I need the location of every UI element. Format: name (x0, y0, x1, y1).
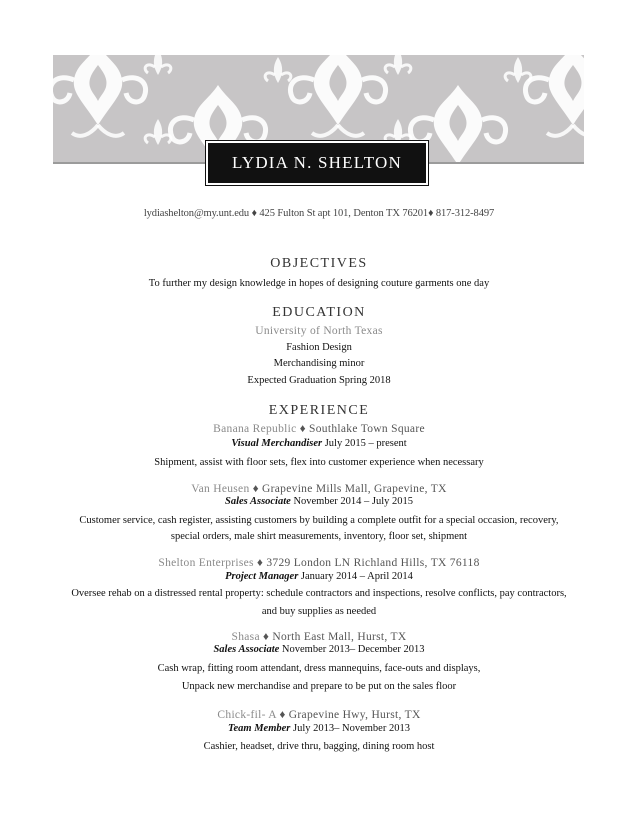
job-duty: and buy supplies as needed (261, 606, 377, 617)
job-role (0, 723, 638, 734)
job-location: ♦ Grapevine Mills Mall, Grapevine, TX (252, 483, 447, 495)
job-company: Shasa (231, 631, 260, 643)
job-role (0, 571, 638, 582)
job-employer (0, 423, 638, 435)
job-role (0, 438, 638, 449)
education-line: Fashion Design (286, 342, 352, 353)
job-employer (0, 483, 638, 495)
education-line: Merchandising minor (273, 358, 365, 369)
contact-line: lydiashelton@my.unt.edu ♦ 425 Fulton St apt 101, Denton TX 76201♦ 817-312-8497 (143, 208, 495, 219)
job-role (0, 496, 638, 507)
job-duty: Cash wrap, fitting room attendant, dress mannequins, face-outs and displays, (157, 663, 481, 674)
job-dates: November 2014 – July 2015 (293, 496, 414, 507)
job-location: ♦ Grapevine Hwy, Hurst, TX (279, 709, 421, 721)
job-duty: special orders, male shirt measurements, inventory, floor set, shipment (170, 531, 468, 542)
job-employer (0, 709, 638, 721)
education-title: EDUCATION (272, 305, 366, 320)
job-title: Project Manager (225, 571, 299, 582)
job-duty: Shipment, assist with floor sets, flex into customer experience when necessary (154, 457, 484, 468)
objectives-title: OBJECTIVES (270, 256, 368, 271)
name-plate (206, 141, 428, 185)
job-company: Van Heusen (191, 483, 250, 495)
job-employer (0, 557, 638, 569)
job-company: Shelton Enterprises (158, 557, 254, 569)
job-company: Banana Republic (213, 423, 297, 435)
job-title: Visual Merchandiser (231, 438, 323, 449)
job-location: ♦ North East Mall, Hurst, TX (263, 631, 407, 643)
experience-title: EXPERIENCE (268, 403, 370, 418)
job-dates: July 2015 – present (324, 438, 407, 449)
job-dates: January 2014 – April 2014 (300, 571, 413, 582)
job-duty: Oversee rehab on a distressed rental property: schedule contractors and inspections, resolve conflicts, pay contractors, (71, 588, 567, 599)
job-title: Team Member (228, 723, 291, 734)
objectives-text: To further my design knowledge in hopes of designing couture garments one day (148, 278, 490, 289)
job-title: Sales Associate (213, 644, 280, 655)
job-role (0, 644, 638, 655)
candidate-name: LYDIA N. SHELTON (231, 153, 403, 172)
job-employer (0, 631, 638, 643)
job-duty: Cashier, headset, drive thru, bagging, dining room host (203, 741, 435, 752)
job-title: Sales Associate (224, 496, 291, 507)
job-duty: Unpack new merchandise and prepare to be put on the sales floor (181, 681, 457, 692)
job-location: ♦ 3729 London LN Richland Hills, TX 76118 (257, 557, 480, 569)
job-duty: Customer service, cash register, assisting customers by building a complete outfit for a special occasion, recovery, (79, 515, 559, 526)
job-dates: November 2013– December 2013 (281, 644, 425, 655)
education-line: Expected Graduation Spring 2018 (247, 375, 391, 386)
job-location: ♦ Southlake Town Square (299, 423, 425, 435)
job-company: Chick-fil- A (217, 709, 277, 721)
education-school: University of North Texas (255, 325, 383, 337)
job-dates: July 2013– November 2013 (293, 723, 410, 734)
